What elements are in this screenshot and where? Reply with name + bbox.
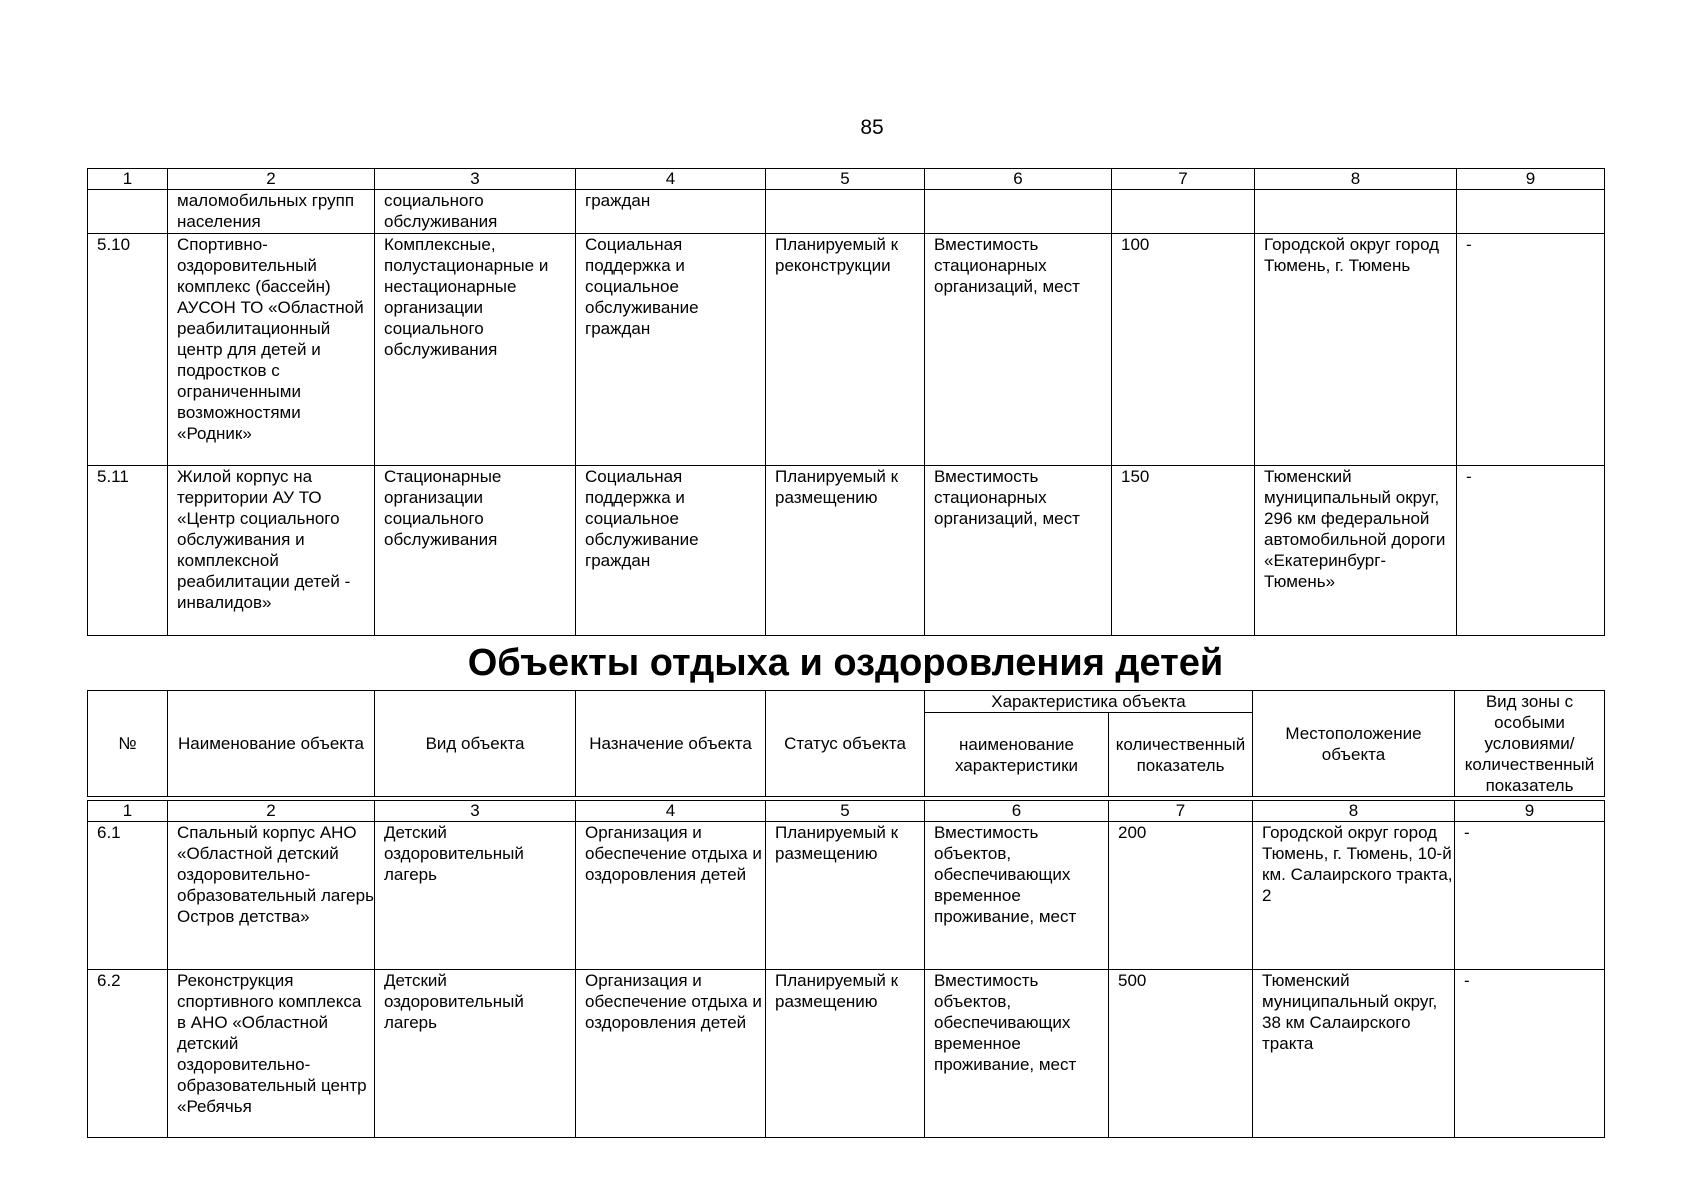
header-status: Статус объекта bbox=[766, 691, 925, 797]
table-cell: Городской округ город Тюмень, г. Тюмень bbox=[1255, 234, 1457, 466]
table-cell: - bbox=[1455, 822, 1605, 970]
table-cell: 6.1 bbox=[88, 822, 168, 970]
table-cell: Спальный корпус АНО «Областной детский оздоровительно-образовательный лагерь Остров детства» bbox=[168, 822, 375, 970]
column-number: 2 bbox=[168, 801, 375, 822]
table-row bbox=[88, 822, 1605, 970]
table-cell: Вместимость объектов, обеспечивающих временное проживание, мест bbox=[925, 822, 1109, 970]
column-number: 6 bbox=[925, 169, 1112, 190]
column-number-row bbox=[88, 801, 1605, 822]
table-cell: Организация и обеспечение отдыха и оздоровления детей bbox=[576, 822, 766, 970]
table-cell: Вместимость стационарных организаций, мест bbox=[925, 234, 1112, 466]
table-cell: Планируемый к реконструкции bbox=[766, 234, 925, 466]
table-cell bbox=[88, 190, 168, 234]
table-cell: Планируемый к размещению bbox=[766, 822, 925, 970]
table-row bbox=[88, 190, 1605, 234]
column-number: 5 bbox=[766, 169, 925, 190]
header-row bbox=[88, 691, 1605, 713]
table-cell: 6.2 bbox=[88, 970, 168, 1138]
header-purpose: Назначение объекта bbox=[576, 691, 766, 797]
column-number: 9 bbox=[1455, 801, 1605, 822]
column-number: 4 bbox=[576, 169, 766, 190]
table-cell: Городской округ город Тюмень, г. Тюмень, 10-й км. Салаирского тракта, 2 bbox=[1253, 822, 1455, 970]
column-number: 7 bbox=[1109, 801, 1253, 822]
table-cell: Организация и обеспечение отдыха и оздоровления детей bbox=[576, 970, 766, 1138]
header-location: Местоположение объекта bbox=[1253, 691, 1455, 797]
page-number: 85 bbox=[860, 116, 884, 139]
table-cell bbox=[1255, 190, 1457, 234]
table-cell: Планируемый к размещению bbox=[766, 466, 925, 636]
column-number: 7 bbox=[1112, 169, 1255, 190]
table-cell: Социальная поддержка и социальное обслуживание граждан bbox=[576, 466, 766, 636]
table-cell: Спортивно-оздоровительный комплекс (бассейн) АУСОН ТО «Областной реабилитационный центр для детей и подростков с ограниченными возможностями «Родник» bbox=[168, 234, 375, 466]
header-type: Вид объекта bbox=[375, 691, 576, 797]
column-number: 5 bbox=[766, 801, 925, 822]
table-cell: Вместимость объектов, обеспечивающих временное проживание, мест bbox=[925, 970, 1109, 1138]
table-cell: социального обслуживания bbox=[375, 190, 576, 234]
table-cell: 5.11 bbox=[88, 466, 168, 636]
table-cell: Детский оздоровительный лагерь bbox=[375, 822, 576, 970]
header-zone: Вид зоны с особыми условиями/ количественный показатель bbox=[1455, 691, 1605, 797]
column-number: 8 bbox=[1253, 801, 1455, 822]
table-cell bbox=[766, 190, 925, 234]
table-cell bbox=[925, 190, 1112, 234]
column-number-row bbox=[88, 169, 1605, 190]
table-cell: Планируемый к размещению bbox=[766, 970, 925, 1138]
header-no: № bbox=[88, 691, 168, 797]
table-cell: маломобильных групп населения bbox=[168, 190, 375, 234]
table-cell: Вместимость стационарных организаций, мест bbox=[925, 466, 1112, 636]
table-row bbox=[88, 970, 1605, 1138]
header-char-value: количественный показатель bbox=[1109, 713, 1253, 797]
column-number: 1 bbox=[88, 169, 168, 190]
table-cell: 100 bbox=[1112, 234, 1255, 466]
table-cell: Детский оздоровительный лагерь bbox=[375, 970, 576, 1138]
table-cell: Комплексные, полустационарные и нестационарные организации социального обслуживания bbox=[375, 234, 576, 466]
header-char-name: наименование характеристики bbox=[925, 713, 1109, 797]
column-number: 4 bbox=[576, 801, 766, 822]
table-cell: Социальная поддержка и социальное обслуживание граждан bbox=[576, 234, 766, 466]
column-number: 9 bbox=[1457, 169, 1605, 190]
table-cell: Тюменский муниципальный округ, 38 км Салаирского тракта bbox=[1253, 970, 1455, 1138]
table-cell: - bbox=[1457, 234, 1605, 466]
section-title: Объекты отдыха и оздоровления детей bbox=[467, 642, 1224, 684]
table-header bbox=[87, 690, 1605, 797]
table-continuation bbox=[87, 168, 1605, 636]
table-cell: Жилой корпус на территории АУ ТО «Центр социального обслуживания и комплексной реабилитации детей - инвалидов» bbox=[168, 466, 375, 636]
column-number: 1 bbox=[88, 801, 168, 822]
table-children-recreation bbox=[87, 800, 1605, 1138]
column-number: 8 bbox=[1255, 169, 1457, 190]
column-number: 3 bbox=[375, 801, 576, 822]
table-cell: 5.10 bbox=[88, 234, 168, 466]
table-cell: Стационарные организации социального обслуживания bbox=[375, 466, 576, 636]
table-row bbox=[88, 466, 1605, 636]
column-number: 2 bbox=[168, 169, 375, 190]
table-cell: граждан bbox=[576, 190, 766, 234]
header-characteristics: Характеристика объекта bbox=[925, 691, 1253, 713]
column-number: 6 bbox=[925, 801, 1109, 822]
table-cell: 150 bbox=[1112, 466, 1255, 636]
table-cell: - bbox=[1455, 970, 1605, 1138]
table-cell bbox=[1112, 190, 1255, 234]
table-cell: Тюменский муниципальный округ, 296 км федеральной автомобильной дороги «Екатеринбург-Тюмень» bbox=[1255, 466, 1457, 636]
table-row bbox=[88, 234, 1605, 466]
column-number: 3 bbox=[375, 169, 576, 190]
table-cell: - bbox=[1457, 466, 1605, 636]
table-cell: Реконструкция спортивного комплекса в АНО «Областной детский оздоровительно-образовательный центр «Ребячья bbox=[168, 970, 375, 1138]
table-cell: 500 bbox=[1109, 970, 1253, 1138]
table-cell: 200 bbox=[1109, 822, 1253, 970]
header-name: Наименование объекта bbox=[168, 691, 375, 797]
table-cell bbox=[1457, 190, 1605, 234]
